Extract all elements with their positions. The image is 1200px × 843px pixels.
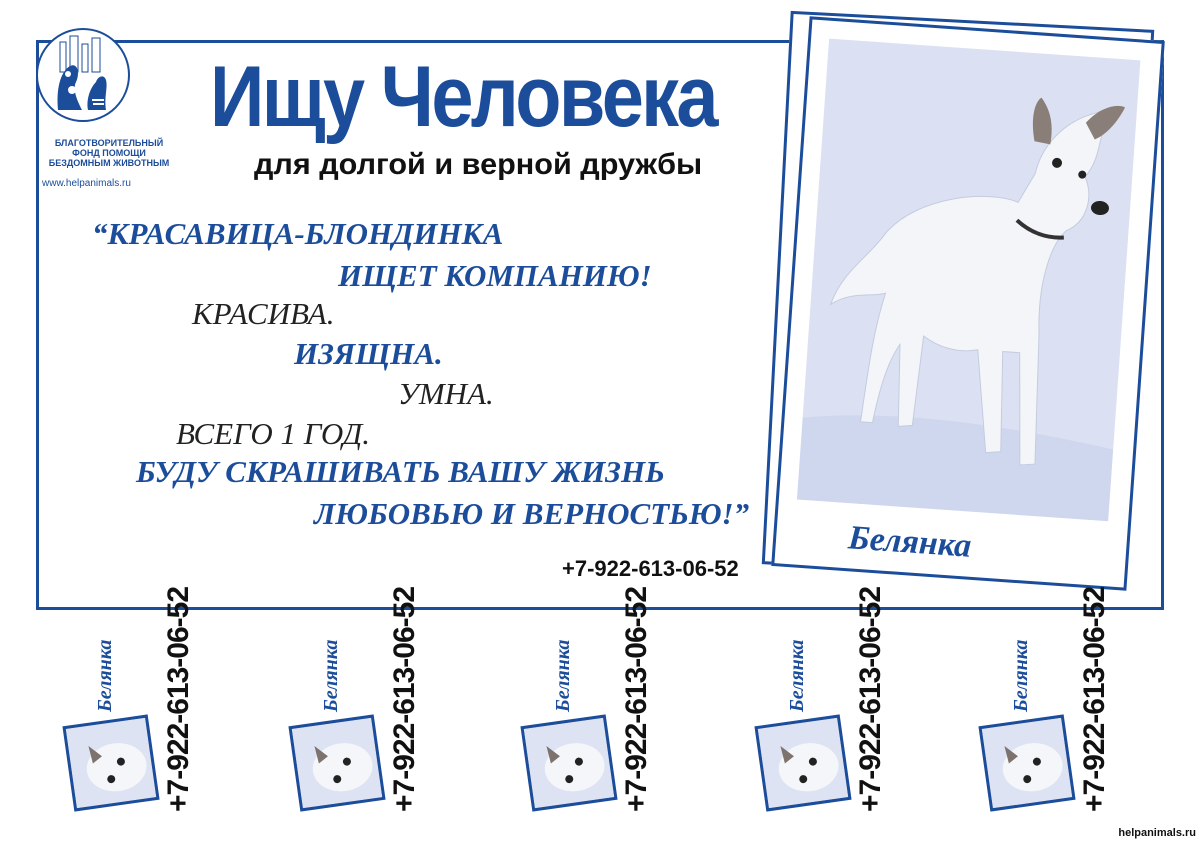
tear-off-tab[interactable] [526, 586, 746, 840]
subheadline: для долгой и верной дружбы [254, 148, 703, 181]
poem-line-6: ВСЕГО 1 ГОД. [176, 416, 371, 451]
poem-line-1: “КРАСАВИЦА-БЛОНДИНКА [92, 216, 504, 251]
tear-off-tab[interactable] [294, 586, 514, 840]
logo-emblem-icon [36, 28, 130, 122]
poem-line-2: ИЩЕТ КОМПАНИЮ! [338, 258, 652, 293]
photo-card [771, 16, 1165, 590]
tab-phone: +7-922-613-06-52 [620, 586, 653, 812]
logo-text-line-1: БЛАГОТВОРИТЕЛЬНЫЙ [54, 138, 164, 148]
logo-url[interactable]: www.helpanimals.ru [42, 178, 131, 189]
poem-line-4: ИЗЯЩНА. [294, 336, 443, 371]
tab-dog-name: Белянка [320, 639, 342, 712]
dog-photo [797, 39, 1140, 522]
poem-line-3: КРАСИВА. [192, 296, 335, 331]
tab-dog-thumbnail [62, 714, 159, 811]
poem-line-5: УМНА. [398, 376, 494, 411]
tab-dog-thumbnail [754, 714, 851, 811]
tab-phone: +7-922-613-06-52 [162, 586, 195, 812]
photo-caption: Белянка [847, 519, 973, 565]
poem-line-8: ЛЮБОВЬЮ И ВЕРНОСТЬЮ!” [314, 496, 750, 531]
tab-phone: +7-922-613-06-52 [388, 586, 421, 812]
footer-url[interactable]: helpanimals.ru [1118, 827, 1196, 839]
tab-dog-name: Белянка [786, 639, 808, 712]
tab-dog-name: Белянка [1010, 639, 1032, 712]
headline: Ищу Человека [210, 49, 716, 145]
tab-dog-name: Белянка [552, 639, 574, 712]
tear-off-tab[interactable] [68, 586, 288, 840]
tab-phone: +7-922-613-06-52 [854, 586, 887, 812]
logo-text-line-3: БЕЗДОМНЫМ ЖИВОТНЫМ [48, 158, 170, 168]
tab-dog-thumbnail [520, 714, 617, 811]
tab-dog-thumbnail [288, 714, 385, 811]
tear-off-tab[interactable] [984, 586, 1200, 840]
charity-logo [34, 28, 184, 198]
tear-off-tab[interactable] [760, 586, 980, 840]
poem-line-7: БУДУ СКРАШИВАТЬ ВАШУ ЖИЗНЬ [136, 454, 665, 489]
logo-text-line-2: ФОНД ПОМОЩИ [72, 148, 146, 158]
contact-phone[interactable]: +7-922-613-06-52 [562, 556, 739, 581]
tab-dog-name: Белянка [94, 639, 116, 712]
tab-phone: +7-922-613-06-52 [1078, 586, 1111, 812]
tab-dog-thumbnail [978, 714, 1075, 811]
